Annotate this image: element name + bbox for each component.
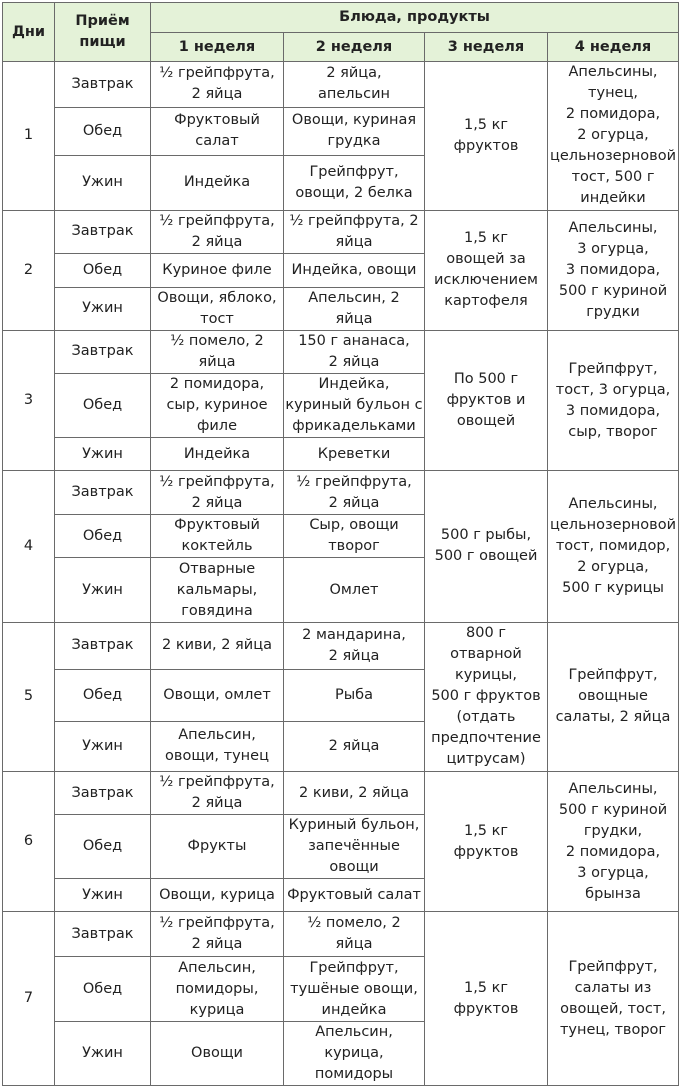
week1-cell: Отварные кальмары, говядина xyxy=(151,558,284,622)
meal-name: Завтрак xyxy=(55,62,151,107)
week1-cell: ½ грейпфрута, 2 яйца xyxy=(151,912,284,957)
meal-name: Ужин xyxy=(55,879,151,912)
meal-name: Обед xyxy=(55,107,151,155)
week3-cell: 1,5 кг фруктов xyxy=(425,772,548,912)
week2-cell: 2 киви, 2 яйца xyxy=(284,772,425,815)
week1-cell: Овощи xyxy=(151,1021,284,1085)
week1-cell: ½ грейпфрута, 2 яйца xyxy=(151,210,284,253)
week1-cell: ½ грейпфрута, 2 яйца xyxy=(151,471,284,515)
meal-name: Обед xyxy=(55,253,151,287)
week2-cell: ½ грейпфрута, 2 яйца xyxy=(284,210,425,253)
week1-cell: Апельсин, помидоры, курица xyxy=(151,957,284,1021)
week4-cell: Грейпфрут, овощные салаты, 2 яйца xyxy=(548,622,679,771)
week1-cell: ½ грейпфрута, 2 яйца xyxy=(151,62,284,107)
header-dishes: Блюда, продукты xyxy=(151,3,679,33)
week2-cell: Куриный бульон, запечённые овощи xyxy=(284,815,425,879)
week1-cell: Фруктовый салат xyxy=(151,107,284,155)
meal-name: Ужин xyxy=(55,156,151,211)
week2-cell: Фруктовый салат xyxy=(284,879,425,912)
week3-cell: 1,5 кг овощей за исключением картофеля xyxy=(425,210,548,330)
week3-cell: 800 г отварной курицы, 500 г фруктов (отдать предпочтение цитрусам) xyxy=(425,622,548,771)
week2-cell: 2 мандарина, 2 яйца xyxy=(284,622,425,669)
week4-cell: Грейпфрут, салаты из овощей, тост, тунец, творог xyxy=(548,912,679,1086)
week2-cell: 150 г ананаса, 2 яйца xyxy=(284,330,425,373)
header-week-1: 1 неделя xyxy=(151,33,284,62)
day-number: 2 xyxy=(3,210,55,330)
week1-cell: 2 помидора, сыр, куриное филе xyxy=(151,373,284,437)
day-number: 6 xyxy=(3,772,55,912)
meal-name: Обед xyxy=(55,815,151,879)
week2-cell: 2 яйца, апельсин xyxy=(284,62,425,107)
day-number: 5 xyxy=(3,622,55,771)
meal-name: Завтрак xyxy=(55,210,151,253)
meal-name: Ужин xyxy=(55,721,151,771)
header-meal: Приём пищи xyxy=(55,3,151,62)
week1-cell: Индейка xyxy=(151,156,284,211)
meal-name: Обед xyxy=(55,515,151,558)
week2-cell: Апельсин, 2 яйца xyxy=(284,287,425,330)
week2-cell: Овощи, куриная грудка xyxy=(284,107,425,155)
week2-cell: Грейпфрут, овощи, 2 белка xyxy=(284,156,425,211)
meal-name: Обед xyxy=(55,373,151,437)
meal-name: Завтрак xyxy=(55,471,151,515)
week2-cell: Грейпфрут, тушёные овощи, индейка xyxy=(284,957,425,1021)
week3-cell: По 500 г фруктов и овощей xyxy=(425,330,548,470)
week2-cell: ½ грейпфрута, 2 яйца xyxy=(284,471,425,515)
week2-cell: 2 яйца xyxy=(284,721,425,771)
meal-name: Обед xyxy=(55,669,151,721)
header-week-4: 4 неделя xyxy=(548,33,679,62)
day-number: 4 xyxy=(3,471,55,622)
day-number: 7 xyxy=(3,912,55,1086)
week2-cell: Индейка, куриный бульон с фрикадельками xyxy=(284,373,425,437)
week1-cell: Индейка xyxy=(151,438,284,471)
meal-name: Завтрак xyxy=(55,912,151,957)
week4-cell: Апельсины, 500 г куриной грудки, 2 помидора, 3 огурца, брынза xyxy=(548,772,679,912)
week2-cell: ½ помело, 2 яйца xyxy=(284,912,425,957)
week1-cell: Фрукты xyxy=(151,815,284,879)
week2-cell: Сыр, овощи творог xyxy=(284,515,425,558)
day-number: 1 xyxy=(3,62,55,210)
week1-cell: 2 киви, 2 яйца xyxy=(151,622,284,669)
week2-cell: Омлет xyxy=(284,558,425,622)
week1-cell: ½ грейпфрута, 2 яйца xyxy=(151,772,284,815)
header-week-2: 2 неделя xyxy=(284,33,425,62)
week1-cell: Куриное филе xyxy=(151,253,284,287)
week1-cell: Овощи, курица xyxy=(151,879,284,912)
diet-table xyxy=(2,2,679,1086)
day-number: 3 xyxy=(3,330,55,470)
week4-cell: Апельсины, тунец, 2 помидора, 2 огурца, цельнозерновой тост, 500 г индейки xyxy=(548,62,679,210)
header-week-3: 3 неделя xyxy=(425,33,548,62)
week1-cell: ½ помело, 2 яйца xyxy=(151,330,284,373)
week2-cell: Рыба xyxy=(284,669,425,721)
week1-cell: Апельсин, овощи, тунец xyxy=(151,721,284,771)
meal-name: Ужин xyxy=(55,1021,151,1085)
week1-cell: Фруктовый коктейль xyxy=(151,515,284,558)
week4-cell: Грейпфрут, тост, 3 огурца, 3 помидора, сыр, творог xyxy=(548,330,679,470)
week4-cell: Апельсины, 3 огурца, 3 помидора, 500 г куриной грудки xyxy=(548,210,679,330)
week1-cell: Овощи, яблоко, тост xyxy=(151,287,284,330)
week2-cell: Креветки xyxy=(284,438,425,471)
week1-cell: Овощи, омлет xyxy=(151,669,284,721)
meal-name: Обед xyxy=(55,957,151,1021)
week2-cell: Индейка, овощи xyxy=(284,253,425,287)
week3-cell: 500 г рыбы, 500 г овощей xyxy=(425,471,548,622)
meal-name: Ужин xyxy=(55,558,151,622)
meal-name: Завтрак xyxy=(55,772,151,815)
header-days: Дни xyxy=(3,3,55,62)
week3-cell: 1,5 кг фруктов xyxy=(425,62,548,210)
meal-name: Завтрак xyxy=(55,622,151,669)
meal-name: Завтрак xyxy=(55,330,151,373)
week4-cell: Апельсины, цельнозерновой тост, помидор, 2 огурца, 500 г курицы xyxy=(548,471,679,622)
week3-cell: 1,5 кг фруктов xyxy=(425,912,548,1086)
week2-cell: Апельсин, курица, помидоры xyxy=(284,1021,425,1085)
meal-name: Ужин xyxy=(55,438,151,471)
meal-name: Ужин xyxy=(55,287,151,330)
